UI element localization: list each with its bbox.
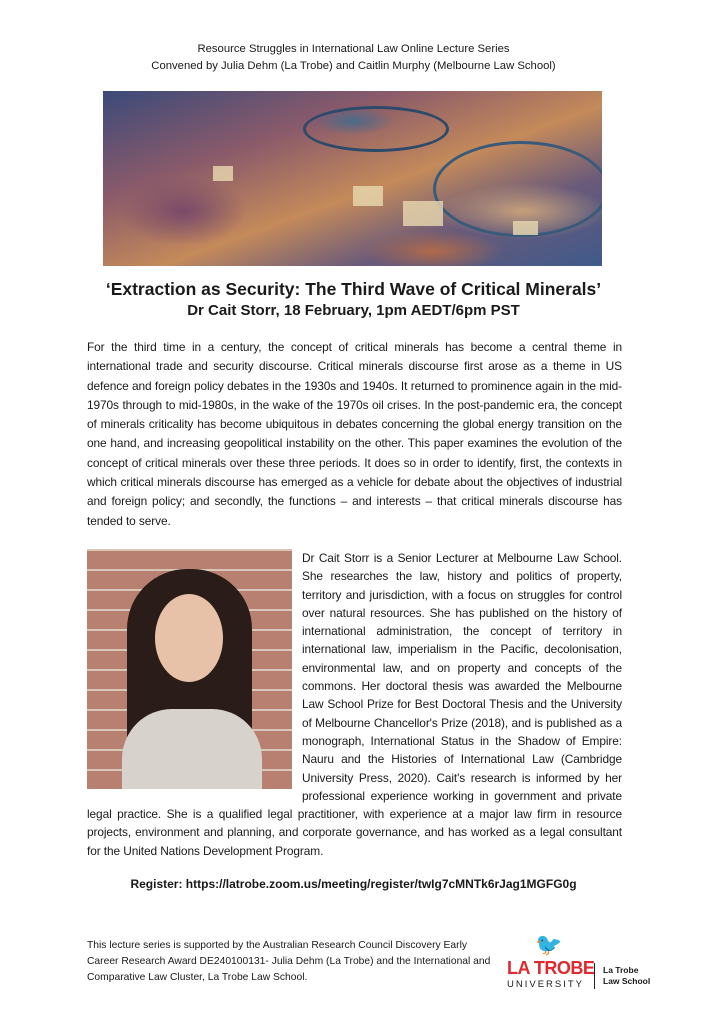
school-line-1: La Trobe xyxy=(603,965,639,976)
speaker-bio: Dr Cait Storr is a Senior Lecturer at Melbourne Law School. She researches the law, history and politics of property, territory and jurisdiction, with a focus on struggles for control over natural resources. She has published on the history of international administration, the concept of territory in international law, imperialism in the Pacific, decolonisation, environmental law, and on property and concepts of the commons. Her doctoral thesis was awarded the Melbourne Law School Prize for Best Doctoral Thesis and the University of Melbourne Chancellor's Prize (2018), and is published as a monograph, International Status in the Shadow of Empire: Nauru and the Histories of International Law (Cambridge University Press, 2020). Cait's research is informed by her professional experience working in government and private legal practice. She is a qualified xyxy=(87,550,622,822)
school-line-2: Law School xyxy=(603,976,651,987)
footer xyxy=(87,930,677,1000)
logo-name: LA TROBE xyxy=(507,958,595,979)
convenors: Convened by Julia Dehm (La Trobe) and Caitlin Murphy (Melbourne Law School) xyxy=(151,60,556,72)
speaker-section xyxy=(87,549,622,860)
register-link[interactable]: Register: https://latrobe.zoom.us/meeting/register/twIg7cMNTk6rJag1MGFG0g xyxy=(130,877,577,892)
abstract: For the third time in a century, the concept of critical minerals has become a central theme in international trade and security discourse. Critical minerals discourse first arose as a theme in US defence and foreign policy debates in the 1930s and 1940s. It returned to prominence again in the mid-1970s through to mid-1980s, in the wake of the 1970s oil crises. In the post-pandemic era, the concept of minerals criticality has become ubiquitous in debates concerning the global energy transition on the one hand, and increasing geopolitical instability on the other. This paper examines the evolution of the concept of critical minerals over these three periods. It does so in order to identify, first, the contexts in which critical minerals discourse has emerged as a vehicle for debate about the objectives of industrial and foreign policy; and secondly, the functions – and interests – that critical minerals discourse has tended to serve. xyxy=(87,340,622,528)
la-trobe-logo xyxy=(505,930,675,1000)
pelican-icon: 🐦 xyxy=(535,932,563,958)
aerial-landscape-image xyxy=(103,91,602,266)
speaker-date: Dr Cait Storr, 18 February, 1pm AEDT/6pm PST xyxy=(187,302,520,319)
lecture-title: ‘Extraction as Security: The Third Wave of Critical Minerals’ xyxy=(105,279,602,299)
series-title: Resource Struggles in International Law Online Lecture Series xyxy=(197,43,510,55)
logo-sub: UNIVERSITY xyxy=(507,979,585,991)
speaker-bio-continued: legal practitioner, with experience at a major law firm in resource projects, environment and planning, and corporate governance, and has worked as a legal consultant for the United Nations Development Program. xyxy=(87,807,622,858)
divider xyxy=(594,963,595,989)
header xyxy=(0,41,707,75)
speaker-photo xyxy=(87,549,292,789)
funding-note: This lecture series is supported by the Australian Research Council Discovery Early Career Research Award DE240100131- Julia Dehm (La Trobe) and the International and Comparative Law Cluster, La Trobe Law School. xyxy=(87,940,491,984)
school-name xyxy=(603,965,650,987)
